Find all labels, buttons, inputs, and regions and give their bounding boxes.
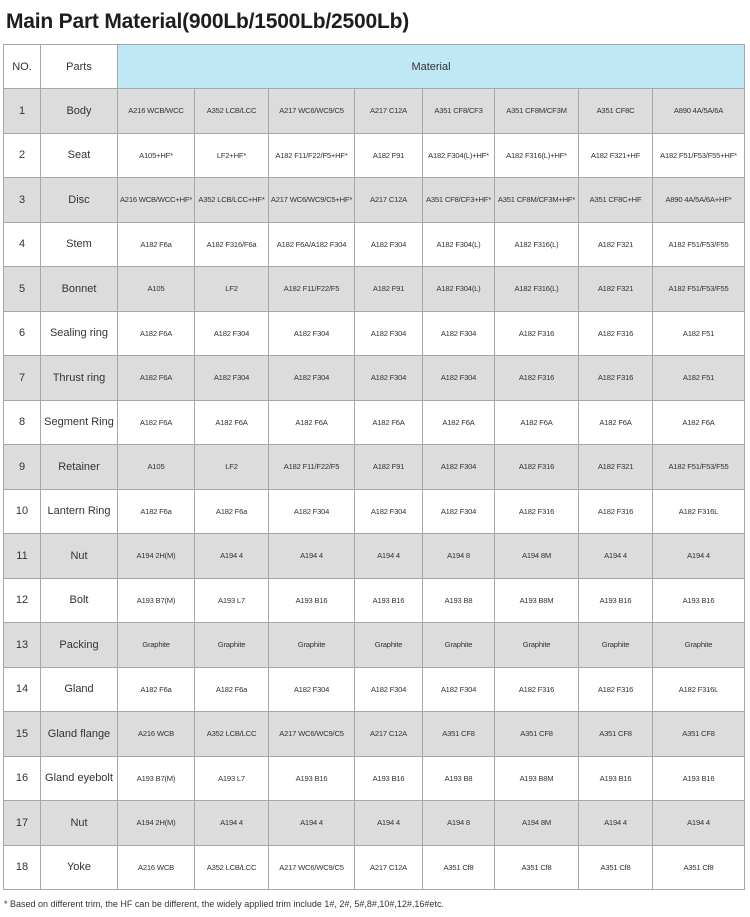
material-cell: A182 F304 xyxy=(423,311,495,356)
material-cell: A182 F321 xyxy=(579,445,653,490)
material-cell: A182 F316 xyxy=(495,445,579,490)
material-cell: A351 CF8M/CF3M+HF* xyxy=(495,178,579,223)
material-cell: A890 4A/5A/6A+HF* xyxy=(653,178,745,223)
material-cell: A351 CF8 xyxy=(495,712,579,757)
table-row xyxy=(4,445,745,490)
table-row xyxy=(4,712,745,757)
material-cell: A194 4 xyxy=(579,534,653,579)
row-number: 10 xyxy=(4,489,41,534)
row-number: 1 xyxy=(4,89,41,134)
material-cell: A194 4 xyxy=(355,534,423,579)
material-cell: A182 F321 xyxy=(579,222,653,267)
material-cell: A193 B7(M) xyxy=(118,756,195,801)
header-parts: Parts xyxy=(41,45,118,89)
material-cell: A182 F316L xyxy=(653,667,745,712)
material-cell: A193 B16 xyxy=(653,578,745,623)
table-row xyxy=(4,222,745,267)
table-row xyxy=(4,489,745,534)
table-row xyxy=(4,667,745,712)
material-cell: A352 LCB/LCC xyxy=(195,712,269,757)
material-cell: A182 F316(L)+HF* xyxy=(495,133,579,178)
part-name: Gland eyebolt xyxy=(41,756,118,801)
material-cell: A182 F6a xyxy=(195,489,269,534)
material-cell: A182 F304 xyxy=(355,489,423,534)
material-cell: A182 F316 xyxy=(579,667,653,712)
material-cell: A193 B16 xyxy=(269,756,355,801)
table-row xyxy=(4,756,745,801)
material-cell: A193 B8 xyxy=(423,756,495,801)
material-cell: A182 F321 xyxy=(579,267,653,312)
table-row xyxy=(4,623,745,668)
material-cell: A182 F316 xyxy=(495,356,579,401)
material-cell: A194 4 xyxy=(579,801,653,846)
material-cell: A182 F304 xyxy=(423,356,495,401)
material-cell: A182 F6A xyxy=(269,400,355,445)
material-cell: A351 Cf8 xyxy=(495,845,579,890)
material-cell: Graphite xyxy=(579,623,653,668)
table-row xyxy=(4,311,745,356)
material-cell: A182 F91 xyxy=(355,133,423,178)
material-cell: A351 CF8 xyxy=(579,712,653,757)
material-cell: A182 F6A xyxy=(195,400,269,445)
material-cell: A182 F91 xyxy=(355,267,423,312)
table-row xyxy=(4,356,745,401)
part-name: Seat xyxy=(41,133,118,178)
part-name: Gland xyxy=(41,667,118,712)
row-number: 6 xyxy=(4,311,41,356)
material-cell: A351 CF8 xyxy=(653,712,745,757)
material-cell: A194 4 xyxy=(269,801,355,846)
material-cell: A193 L7 xyxy=(195,756,269,801)
table-row xyxy=(4,801,745,846)
material-cell: A182 F6A xyxy=(579,400,653,445)
material-cell: A182 F304 xyxy=(195,311,269,356)
material-cell: A890 4A/5A/6A xyxy=(653,89,745,134)
footnote: * Based on different trim, the HF can be different, the widely applied trim include 1#, 2#, 5#,8#,10#,12#,16#etc. xyxy=(4,899,444,909)
part-name: Lantern Ring xyxy=(41,489,118,534)
material-cell: A182 F6a xyxy=(118,222,195,267)
row-number: 16 xyxy=(4,756,41,801)
table-row xyxy=(4,845,745,890)
material-cell: A182 F6A xyxy=(653,400,745,445)
row-number: 3 xyxy=(4,178,41,223)
material-cell: A182 F304(L)+HF* xyxy=(423,133,495,178)
part-name: Sealing ring xyxy=(41,311,118,356)
material-cell: A351 CF8M/CF3M xyxy=(495,89,579,134)
material-cell: Graphite xyxy=(195,623,269,668)
material-cell: A351 Cf8 xyxy=(423,845,495,890)
part-name: Disc xyxy=(41,178,118,223)
material-cell: LF2 xyxy=(195,445,269,490)
material-cell: A352 LCB/LCC+HF* xyxy=(195,178,269,223)
material-cell: A182 F51/F53/F55 xyxy=(653,222,745,267)
row-number: 14 xyxy=(4,667,41,712)
part-name: Bonnet xyxy=(41,267,118,312)
row-number: 2 xyxy=(4,133,41,178)
material-cell: A182 F304 xyxy=(195,356,269,401)
part-name: Retainer xyxy=(41,445,118,490)
material-cell: A182 F6a xyxy=(118,667,195,712)
page-title: Main Part Material(900Lb/1500Lb/2500Lb) xyxy=(6,10,410,33)
material-cell: A182 F51 xyxy=(653,311,745,356)
material-cell: A182 F51/F53/F55 xyxy=(653,445,745,490)
material-cell: A182 F304 xyxy=(269,311,355,356)
material-cell: Graphite xyxy=(269,623,355,668)
material-cell: A217 C12A xyxy=(355,845,423,890)
material-cell: A182 F304 xyxy=(269,489,355,534)
material-cell: Graphite xyxy=(355,623,423,668)
table-header-row xyxy=(4,45,745,89)
row-number: 5 xyxy=(4,267,41,312)
material-cell: A182 F304(L) xyxy=(423,267,495,312)
material-cell: A217 C12A xyxy=(355,89,423,134)
material-cell: A217 C12A xyxy=(355,712,423,757)
material-cell: A194 8M xyxy=(495,534,579,579)
material-cell: LF2 xyxy=(195,267,269,312)
material-cell: A182 F51 xyxy=(653,356,745,401)
material-cell: A182 F316 xyxy=(495,311,579,356)
table-row xyxy=(4,267,745,312)
material-cell: A105+HF* xyxy=(118,133,195,178)
row-number: 17 xyxy=(4,801,41,846)
row-number: 4 xyxy=(4,222,41,267)
material-cell: A194 8 xyxy=(423,801,495,846)
table-body xyxy=(4,89,745,890)
part-name: Bolt xyxy=(41,578,118,623)
row-number: 18 xyxy=(4,845,41,890)
table-row xyxy=(4,89,745,134)
material-cell: A193 B16 xyxy=(579,578,653,623)
part-name: Thrust ring xyxy=(41,356,118,401)
table-row xyxy=(4,400,745,445)
material-cell: LF2+HF* xyxy=(195,133,269,178)
material-cell: A182 F11/F22/F5 xyxy=(269,445,355,490)
material-cell: A182 F6A xyxy=(118,400,195,445)
row-number: 11 xyxy=(4,534,41,579)
material-cell: A105 xyxy=(118,267,195,312)
material-cell: A194 4 xyxy=(269,534,355,579)
material-cell: A182 F6A xyxy=(118,356,195,401)
material-cell: A217 WC6/WC9/C5 xyxy=(269,845,355,890)
material-cell: A193 L7 xyxy=(195,578,269,623)
part-name: Segment Ring xyxy=(41,400,118,445)
part-name: Body xyxy=(41,89,118,134)
material-cell: A182 F11/F22/F5 xyxy=(269,267,355,312)
material-cell: A182 F6a xyxy=(195,667,269,712)
material-cell: A193 B16 xyxy=(355,578,423,623)
table-row xyxy=(4,133,745,178)
material-cell: Graphite xyxy=(653,623,745,668)
material-cell: A182 F316 xyxy=(579,356,653,401)
material-cell: A216 WCB xyxy=(118,845,195,890)
material-cell: A182 F304 xyxy=(355,667,423,712)
material-cell: A182 F304 xyxy=(423,445,495,490)
part-name: Stem xyxy=(41,222,118,267)
material-cell: A216 WCB/WCC+HF* xyxy=(118,178,195,223)
material-cell: A182 F304 xyxy=(355,356,423,401)
material-cell: Graphite xyxy=(118,623,195,668)
material-cell: A351 Cf8 xyxy=(579,845,653,890)
material-cell: A193 B16 xyxy=(653,756,745,801)
material-cell: A182 F304 xyxy=(423,667,495,712)
material-cell: A352 LCB/LCC xyxy=(195,89,269,134)
material-cell: A182 F321+HF xyxy=(579,133,653,178)
material-cell: A182 F6A xyxy=(423,400,495,445)
material-table xyxy=(3,44,745,890)
material-cell: A216 WCB/WCC xyxy=(118,89,195,134)
header-material: Material xyxy=(118,45,745,89)
material-cell: A182 F6A xyxy=(355,400,423,445)
material-cell: A194 4 xyxy=(355,801,423,846)
material-cell: A182 F316 xyxy=(579,311,653,356)
material-cell: A194 2H(M) xyxy=(118,534,195,579)
material-cell: A182 F6a xyxy=(118,489,195,534)
material-cell: A194 8 xyxy=(423,534,495,579)
material-cell: A182 F304 xyxy=(269,356,355,401)
table-row xyxy=(4,534,745,579)
material-cell: A216 WCB xyxy=(118,712,195,757)
row-number: 8 xyxy=(4,400,41,445)
material-cell: A193 B8M xyxy=(495,756,579,801)
material-cell: A182 F316/F6a xyxy=(195,222,269,267)
material-cell: A352 LCB/LCC xyxy=(195,845,269,890)
material-cell: A194 4 xyxy=(195,801,269,846)
row-number: 15 xyxy=(4,712,41,757)
material-cell: A193 B16 xyxy=(269,578,355,623)
material-cell: A182 F304(L) xyxy=(423,222,495,267)
row-number: 12 xyxy=(4,578,41,623)
material-cell: A217 WC6/WC9/C5 xyxy=(269,712,355,757)
material-cell: A194 2H(M) xyxy=(118,801,195,846)
material-cell: A193 B16 xyxy=(355,756,423,801)
row-number: 7 xyxy=(4,356,41,401)
material-cell: A351 CF8C xyxy=(579,89,653,134)
material-cell: A351 CF8/CF3 xyxy=(423,89,495,134)
part-name: Packing xyxy=(41,623,118,668)
material-cell: A193 B16 xyxy=(579,756,653,801)
material-cell: A182 F51/F53/F55+HF* xyxy=(653,133,745,178)
material-cell: A217 C12A xyxy=(355,178,423,223)
material-cell: A182 F304 xyxy=(269,667,355,712)
material-cell: A194 4 xyxy=(653,801,745,846)
row-number: 9 xyxy=(4,445,41,490)
material-cell: Graphite xyxy=(495,623,579,668)
part-name: Gland flange xyxy=(41,712,118,757)
material-cell: A193 B7(M) xyxy=(118,578,195,623)
material-cell: A217 WC6/WC9/C5+HF* xyxy=(269,178,355,223)
material-cell: A351 CF8/CF3+HF* xyxy=(423,178,495,223)
part-name: Nut xyxy=(41,534,118,579)
material-cell: A193 B8M xyxy=(495,578,579,623)
row-number: 13 xyxy=(4,623,41,668)
material-cell: A182 F11/F22/F5+HF* xyxy=(269,133,355,178)
material-cell: A182 F304 xyxy=(423,489,495,534)
material-cell: A351 Cf8 xyxy=(653,845,745,890)
material-cell: A182 F51/F53/F55 xyxy=(653,267,745,312)
material-cell: A193 B8 xyxy=(423,578,495,623)
part-name: Nut xyxy=(41,801,118,846)
material-cell: A182 F6A xyxy=(495,400,579,445)
header-no: NO. xyxy=(4,45,41,89)
material-cell: A182 F6A xyxy=(118,311,195,356)
material-cell: A182 F316(L) xyxy=(495,267,579,312)
material-cell: A182 F6A/A182 F304 xyxy=(269,222,355,267)
material-cell: A217 WC6/WC9/C5 xyxy=(269,89,355,134)
table-row xyxy=(4,578,745,623)
material-cell: A182 F304 xyxy=(355,311,423,356)
material-cell: A351 CF8C+HF xyxy=(579,178,653,223)
material-cell: A182 F304 xyxy=(355,222,423,267)
material-cell: A105 xyxy=(118,445,195,490)
material-cell: A351 CF8 xyxy=(423,712,495,757)
material-cell: A182 F316(L) xyxy=(495,222,579,267)
material-cell: A182 F316 xyxy=(579,489,653,534)
material-cell: A182 F316 xyxy=(495,667,579,712)
material-cell: A194 4 xyxy=(195,534,269,579)
material-cell: A194 8M xyxy=(495,801,579,846)
material-cell: A182 F91 xyxy=(355,445,423,490)
material-cell: Graphite xyxy=(423,623,495,668)
material-cell: A182 F316 xyxy=(495,489,579,534)
material-cell: A194 4 xyxy=(653,534,745,579)
part-name: Yoke xyxy=(41,845,118,890)
table-row xyxy=(4,178,745,223)
material-cell: A182 F316L xyxy=(653,489,745,534)
